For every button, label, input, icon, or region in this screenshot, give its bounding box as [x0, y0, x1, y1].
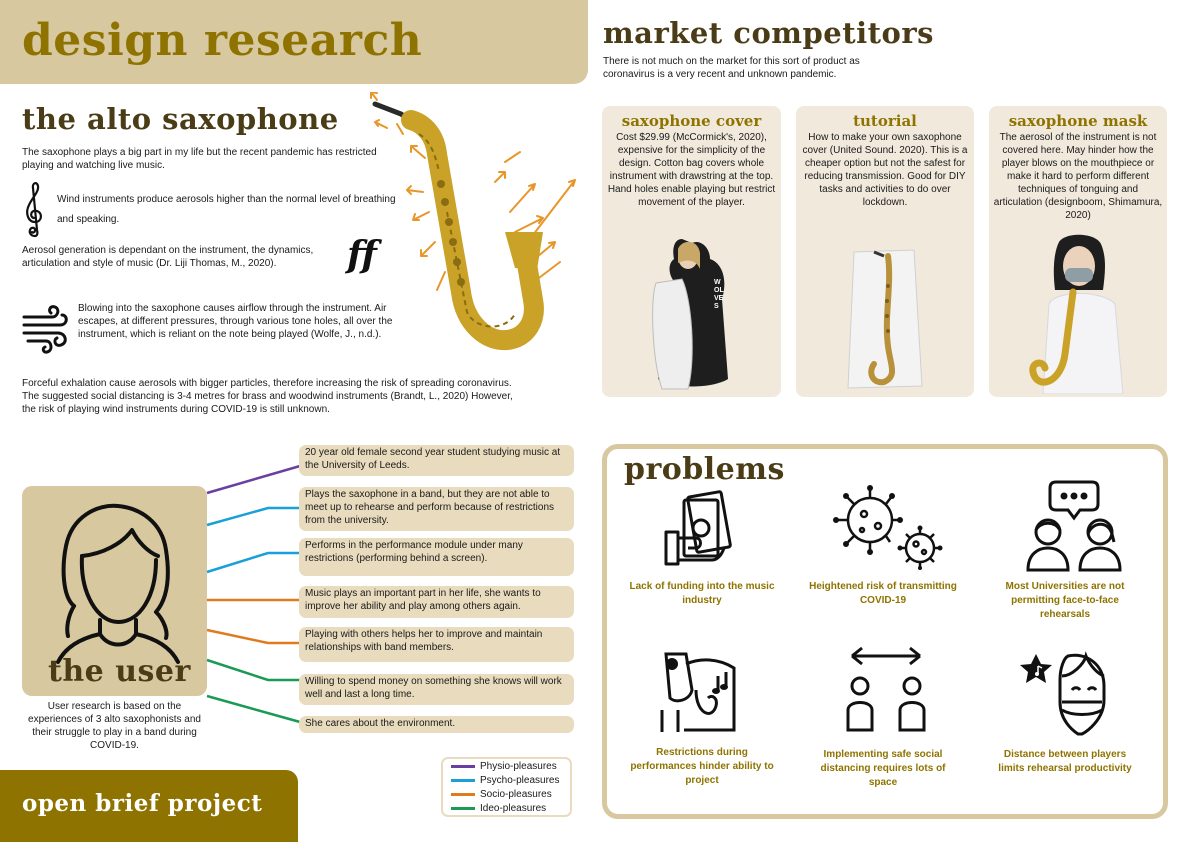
performer-icon	[656, 650, 740, 734]
wind-icon	[22, 305, 70, 355]
user-fact: Willing to spend money on something she knows will work well and last a long time.	[299, 674, 574, 705]
problem-label: Distance between players limits rehearsal productivity	[998, 749, 1132, 774]
virus-icon	[826, 484, 944, 570]
user-fact: Performs in the performance module under many restrictions (performing behind a screen).	[299, 538, 574, 576]
competitor-card	[796, 106, 974, 397]
diy-cover-photo	[844, 246, 926, 394]
problem-label: Lack of funding into the music industry	[629, 581, 775, 606]
problem-label: Most Universities are not permitting face-to-face rehearsals	[1005, 581, 1125, 620]
legend-item: Physio-pleasures	[451, 761, 557, 773]
competitor-text: Cost $29.99 (McCormick's, 2020), expensive for the simplicity of the design. Cotton bag covers whole instrument with drawstring at the top. Hand holes enable playing but restrict movement of the player.	[607, 132, 776, 208]
user-section-title: the user	[48, 654, 191, 689]
saxophone-cover-photo	[652, 239, 732, 394]
alto-intro-text: The saxophone plays a big part in my life but the recent pandemic has restricted playing and watching live music.	[22, 147, 377, 171]
aerosol-generation-text: Aerosol generation is dependant on the instrument, the dynamics, articulation and style of music (Dr. Liji Thomas, M., 2020).	[22, 245, 314, 269]
legend-item: Socio-pleasures	[451, 789, 552, 801]
distancing-icon	[848, 648, 924, 730]
user-fact: She cares about the environment.	[299, 716, 574, 733]
conversation-icon	[1026, 478, 1122, 574]
legend-item: Psycho-pleasures	[451, 775, 559, 787]
market-section-title: market competitors	[603, 16, 934, 50]
alto-section-title: the alto saxophone	[22, 102, 339, 136]
footer-title: open brief project	[22, 790, 263, 817]
user-caption: User research is based on the experiences of 3 alto saxophonists and their struggle to play in a band during COVID-19.	[28, 701, 201, 751]
market-intro-text: There is not much on the market for this sort of product as coronavirus is a very recent and unknown pandemic.	[603, 56, 860, 80]
treble-clef-icon	[22, 180, 48, 240]
airflow-text: Blowing into the saxophone causes airflow through the instrument. Air escapes, at different pressures, through various tone holes, all over the instrument, which is reliant on the note being played (Wolfe, J., n.d.).	[78, 303, 393, 340]
user-fact: Music plays an important part in her life, she wants to improve her ability and play among others again.	[299, 586, 574, 618]
user-fact: Plays the saxophone in a band, but they are not able to meet up to rehearse and perform because of restrictions from the university.	[299, 487, 574, 531]
user-fact: 20 year old female second year student studying music at the University of Leeds.	[299, 445, 574, 476]
legend-item: Ideo-pleasures	[451, 803, 546, 815]
problem-label: Implementing safe social distancing requires lots of space	[820, 749, 946, 788]
problem-label: Restrictions during performances hinder ability to project	[630, 747, 774, 786]
masked-face-icon	[1020, 650, 1116, 736]
aerosol-note: Wind instruments produce aerosols higher than the normal level of breathing and speaking.	[57, 194, 396, 225]
fortissimo-mark: ff	[347, 234, 377, 276]
saxophone-mask-photo	[1025, 234, 1135, 394]
connector-lines	[200, 450, 305, 740]
saxophone-illustration	[365, 92, 585, 367]
competitor-text: The aerosol of the instrument is not covered here. May hinder how the player blows on the mouthpiece or make it hard to perform different techniques of tonguing and articulation (designboom, Shimamura, 2020)	[993, 132, 1163, 221]
problem-label: Heightened risk of transmitting COVID-19	[809, 581, 957, 606]
page-title: design research	[22, 15, 423, 66]
jersey-text: WOLVES	[714, 279, 724, 310]
exhalation-text: Forceful exhalation cause aerosols with bigger particles, therefore increasing the risk of spreading coronavirus. The suggested social distancing is 3-4 metres for brass and woodwind instruments (Brandt, L., 2020) However, the risk of playing wind instruments during COVID-19 is still unknown.	[22, 378, 513, 415]
competitor-title: tutorial	[853, 112, 917, 130]
problems-section-title: problems	[624, 452, 785, 487]
user-fact: Playing with others helps her to improve and maintain relationships with band members.	[299, 627, 574, 662]
competitor-card	[602, 106, 781, 397]
competitor-title: saxophone cover	[621, 112, 762, 130]
money-hand-icon	[662, 490, 742, 570]
competitor-text: How to make your own saxophone cover (United Sound. 2020). This is a cheaper option but not the safest for reducing transmission. Good for DIY tasks and activities to do over lockdown.	[802, 132, 968, 208]
pleasures-legend	[441, 757, 572, 817]
competitor-card	[989, 106, 1167, 397]
competitor-title: saxophone mask	[1008, 112, 1148, 130]
